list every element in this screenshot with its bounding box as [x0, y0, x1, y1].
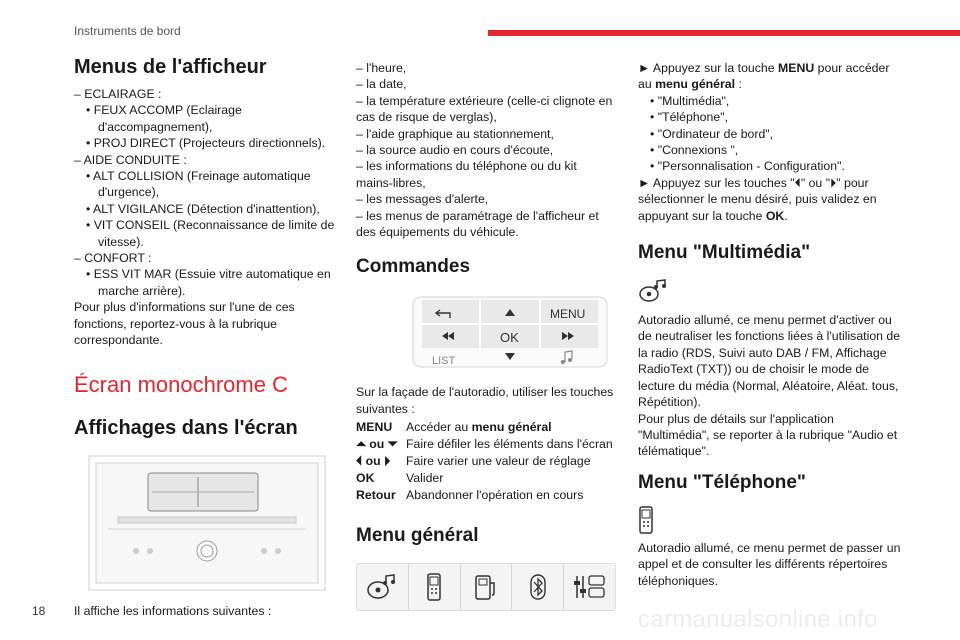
commandes-intro-1: Sur la façade de l'autoradio, utiliser les touches — [356, 385, 614, 400]
multimedia-line: Répétition). — [638, 395, 701, 410]
command-key: MENU — [356, 420, 393, 435]
command-desc — [406, 437, 618, 452]
info-line: – les informations du téléphone ou du kit — [356, 159, 577, 174]
menu-line: – ECLAIRAGE : — [74, 87, 162, 101]
command-desc — [406, 420, 618, 435]
command-key: ⏴ ou ⏵ — [356, 454, 391, 469]
menu-line: • ALT COLLISION (Freinage automatique — [86, 169, 311, 184]
monochrome-screen-illustration — [88, 455, 326, 591]
menu-line: • ALT VIGILANCE (Détection d'inattention), — [86, 201, 320, 216]
instr-line-2: au menu général : — [638, 77, 742, 92]
instr-line-1: ► Appuyez sur la touche MENU pour accéder — [638, 61, 890, 75]
instr-line-3: ► Appuyez sur les touches "⏴" ou "⏵" pour — [638, 175, 869, 190]
command-desc-text: Faire défiler les éléments dans l'écran — [406, 437, 613, 452]
header-accent-bar — [488, 30, 960, 36]
general-menu-list — [638, 93, 906, 175]
trip-computer-icon — [461, 564, 513, 610]
menu-item: • "Connexions ", — [650, 143, 739, 158]
menus-list — [74, 86, 336, 349]
phone-icon — [409, 564, 461, 610]
multimedia-line: de neutraliser les fonctions liées à l'utilisation de — [638, 329, 901, 344]
multimedia-line: "Multimédia", se reporter à la rubrique "Audio et — [638, 427, 898, 442]
menu-line: marche arrière). — [98, 283, 186, 298]
column-2 — [356, 60, 618, 611]
phone-icon — [638, 506, 906, 534]
menu-item: • "Téléphone", — [650, 110, 728, 125]
heading-menus-afficheur: Menus de l'afficheur — [74, 56, 267, 78]
telephone-line: Autoradio allumé, ce menu permet de passer un — [638, 540, 901, 555]
info-line: – la date, — [356, 77, 407, 92]
info-line: – les menus de paramétrage de l'afficheur et — [356, 208, 599, 223]
info-line: – l'heure, — [356, 61, 407, 75]
column-3 — [638, 60, 906, 589]
command-desc-text: Accéder au — [406, 420, 472, 435]
commandes-intro-2: suivantes : — [356, 401, 415, 416]
menu-line: • ESS VIT MAR (Essuie vitre automatique en — [86, 267, 331, 282]
column-1 — [74, 54, 336, 619]
section-title-ecran: Écran monochrome C — [74, 371, 288, 397]
multimedia-description — [638, 312, 906, 460]
menu-line: correspondante. — [74, 333, 163, 348]
menu-item: • "Multimédia", — [650, 93, 730, 108]
multimedia-icon — [638, 278, 906, 304]
info-line: mains-libres, — [356, 175, 426, 190]
command-key: ⏶ ou ⏷ — [356, 437, 398, 452]
info-line: – l'aide graphique au stationnement, — [356, 126, 554, 141]
menu-line: • FEUX ACCOMP (Eclairage — [86, 103, 242, 118]
command-key: OK — [356, 471, 375, 486]
telephone-description — [638, 540, 906, 589]
multimedia-line: RadioText (TXT)) ou de choisir le mode de — [638, 362, 870, 377]
page-number: 18 — [32, 604, 46, 618]
heading-affichages: Affichages dans l'écran — [74, 416, 298, 439]
multimedia-line: Pour plus de détails sur l'application — [638, 411, 834, 426]
command-desc-text: Valider — [406, 471, 444, 486]
menu-line: Pour plus d'informations sur l'une de ces — [74, 300, 295, 315]
menu-line: • PROJ DIRECT (Projecteurs directionnels). — [86, 136, 326, 151]
command-desc — [406, 454, 618, 469]
panel-ok-label: OK — [500, 330, 519, 346]
heading-menu-multimedia: Menu "Multimédia" — [638, 242, 811, 264]
multimedia-line: lecture du média (Normal, Aléatoire, Aléat. tous, — [638, 378, 899, 393]
menu-line: fonctions, reportez-vous à la rubrique — [74, 316, 278, 331]
panel-list-label: LIST — [432, 355, 456, 368]
command-desc-text: Faire varier une valeur de réglage — [406, 454, 591, 469]
info-line: cas de risque de verglas), — [356, 110, 497, 125]
command-key: Retour — [356, 488, 396, 503]
heading-menu-telephone: Menu "Téléphone" — [638, 471, 806, 493]
general-menu-icons — [356, 563, 616, 611]
heading-commandes: Commandes — [356, 256, 471, 278]
multimedia-line: télématique". — [638, 444, 710, 459]
info-list — [356, 60, 618, 240]
info-line: – la source audio en cours d'écoute, — [356, 143, 554, 158]
watermark: carmanualsonline.info — [638, 606, 878, 633]
menu-line: d'urgence), — [98, 185, 160, 200]
menu-line: – CONFORT : — [74, 251, 152, 266]
menu-item: • "Personnalisation - Configuration". — [650, 159, 845, 174]
command-desc-text: Abandonner l'opération en cours — [406, 488, 584, 503]
multimedia-line: Autoradio allumé, ce menu permet d'activer ou — [638, 313, 892, 328]
multimedia-line: la radio (RDS, Suivi auto DAB / FM, Affichage — [638, 345, 887, 360]
info-line: des équipements du véhicule. — [356, 225, 519, 240]
panel-menu-label: MENU — [550, 307, 586, 322]
menu-line: d'accompagnement), — [98, 119, 213, 134]
command-desc — [406, 488, 618, 503]
running-header: Instruments de bord — [74, 24, 181, 38]
command-desc — [406, 471, 618, 486]
info-line: – la température extérieure (celle-ci clignote en — [356, 93, 613, 108]
instr-line-5: appuyant sur la touche OK. — [638, 208, 788, 223]
heading-menu-general: Menu général — [356, 525, 479, 547]
menu-item: • "Ordinateur de bord", — [650, 126, 774, 141]
settings-icon — [564, 564, 615, 610]
command-desc-bold: menu général — [471, 420, 552, 435]
control-panel-illustration — [412, 296, 608, 368]
instr-line-4: sélectionner le menu désiré, puis validez en — [638, 192, 877, 207]
menu-line: vitesse). — [98, 234, 144, 249]
bluetooth-icon — [512, 564, 564, 610]
info-line: – les messages d'alerte, — [356, 192, 489, 207]
telephone-line: appel et de consulter les différents répertoires — [638, 557, 888, 572]
screen-caption: Il affiche les informations suivantes : — [74, 603, 272, 618]
menu-line: – AIDE CONDUITE : — [74, 152, 187, 167]
menu-line: • VIT CONSEIL (Reconnaissance de limite de — [86, 218, 335, 233]
telephone-line: téléphoniques. — [638, 573, 718, 588]
multimedia-icon — [357, 564, 409, 610]
commands-table — [356, 420, 618, 503]
